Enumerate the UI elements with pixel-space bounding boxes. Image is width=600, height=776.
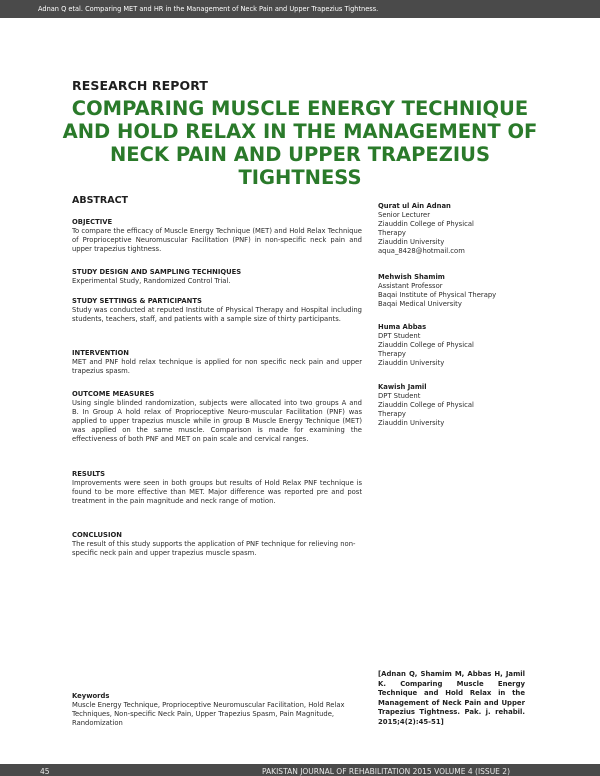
author-affiliation: Ziauddin College of Physical (378, 340, 474, 349)
author-affiliation: Ziauddin University (378, 358, 445, 367)
section-body: Using single blinded randomization, subjects were allocated into two groups A and B. In Group A hold relax of Proprioceptive Neuro-muscular Facilitation (PNF) was applied to upper trapezius muscle while in group B Muscle Energy Technique (MET) was applied on the same muscle. Comparison is made for examining the effectiveness of both PNF and MET on pain scale and cervical ranges. (72, 399, 362, 443)
article-category: RESEARCH REPORT (72, 78, 209, 93)
author-affiliation: Ziauddin University (378, 237, 445, 246)
author-affiliation: Baqai Medical University (378, 299, 462, 308)
section-body: MET and PNF hold relax technique is applied for non specific neck pain and upper trapezius spasm. (72, 358, 362, 375)
author-block (378, 273, 538, 309)
article-title (40, 97, 560, 189)
running-title: Adnan Q etal. Comparing MET and HR in the Management of Neck Pain and Upper Trapezius Tightness. (38, 5, 379, 13)
author-block (378, 202, 538, 256)
abstract-heading: ABSTRACT (72, 195, 129, 206)
author-affiliation: Therapy (378, 409, 406, 418)
author-affiliation: Therapy (378, 228, 406, 237)
section-heading: STUDY SETTINGS & PARTICIPANTS (72, 297, 202, 305)
author-affiliation: Ziauddin College of Physical (378, 219, 474, 228)
abstract-section-outcome (72, 390, 362, 444)
section-heading: OBJECTIVE (72, 218, 113, 226)
author-affiliation: Ziauddin College of Physical (378, 400, 474, 409)
section-heading: INTERVENTION (72, 349, 129, 357)
keywords-block (72, 692, 362, 728)
abstract-section-results (72, 470, 362, 506)
keywords-body: Muscle Energy Technique, Proprioceptive Neuromuscular Facilitation, Hold Relax Techniques, Non-specific Neck Pain, Upper Trapezius Spasm, Pain Magnitude, Randomization (72, 701, 345, 727)
author-name: Mehwish Shamim (378, 273, 445, 281)
title-line: AND HOLD RELAX IN THE MANAGEMENT OF (62, 120, 538, 143)
author-affiliation: Senior Lecturer (378, 211, 430, 219)
author-affiliation: Therapy (378, 349, 406, 358)
keywords-heading: Keywords (72, 692, 110, 700)
journal-name: PAKISTAN JOURNAL OF REHABILITATION 2015 VOLUME 4 (ISSUE 2) (262, 767, 511, 776)
section-body: Experimental Study, Randomized Control Trial. (72, 277, 231, 285)
title-line: NECK PAIN AND UPPER TRAPEZIUS (109, 143, 491, 166)
page-number: 45 (40, 767, 50, 776)
author-affiliation: Ziauddin University (378, 418, 445, 427)
section-heading: CONCLUSION (72, 531, 122, 539)
page-footer (0, 764, 600, 776)
running-header (0, 0, 600, 18)
author-block (378, 323, 538, 368)
author-name: Huma Abbas (378, 323, 427, 331)
title-line: TIGHTNESS (238, 166, 362, 189)
abstract-section-objective (72, 218, 362, 254)
section-body: The result of this study supports the application of PNF technique for relieving non-specific neck pain and upper trapezius muscle spasm. (72, 540, 356, 557)
author-name: Kawish Jamil (378, 383, 427, 391)
abstract-section-settings (72, 297, 362, 324)
section-body: To compare the efficacy of Muscle Energy Technique (MET) and Hold Relax Technique of Proprioceptive Neuromuscular Facilitation (PNF) in non-specific neck pain and upper trapezius tightness. (72, 227, 362, 253)
section-heading: OUTCOME MEASURES (72, 390, 155, 398)
author-affiliation: DPT Student (378, 392, 421, 400)
author-block (378, 383, 538, 428)
section-heading: STUDY DESIGN AND SAMPLING TECHNIQUES (72, 268, 242, 276)
author-name: Qurat ul Ain Adnan (378, 202, 451, 210)
abstract-section-conclusion (72, 531, 362, 558)
section-body: Study was conducted at reputed Institute of Physical Therapy and Hospital including students, teachers, staff, and patients with a sample size of thirty participants. (72, 306, 362, 323)
author-affiliation: DPT Student (378, 332, 421, 340)
author-affiliation: Assistant Professor (378, 282, 443, 290)
author-email[interactable]: aqua_8428@hotmail.com (378, 246, 465, 255)
section-body: Improvements were seen in both groups but results of Hold Relax PNF technique is found to be more effective than MET. Major difference was reported pre and post treatment in the pain magnitude and neck range of motion. (72, 479, 362, 505)
abstract-section-intervention (72, 349, 362, 376)
author-affiliation: Baqai Institute of Physical Therapy (378, 290, 497, 299)
section-heading: RESULTS (72, 470, 106, 478)
abstract-section-study-design (72, 268, 362, 286)
title-line: COMPARING MUSCLE ENERGY TECHNIQUE (71, 97, 529, 120)
citation: [Adnan Q, Shamim M, Abbas H, Jamil K. Comparing Muscle Energy Technique and Hold Relax in the Management of Neck Pain and Upper Trapezius Tightness. Pak. j. rehabil. 2015;4(2):45-51] (378, 670, 525, 726)
